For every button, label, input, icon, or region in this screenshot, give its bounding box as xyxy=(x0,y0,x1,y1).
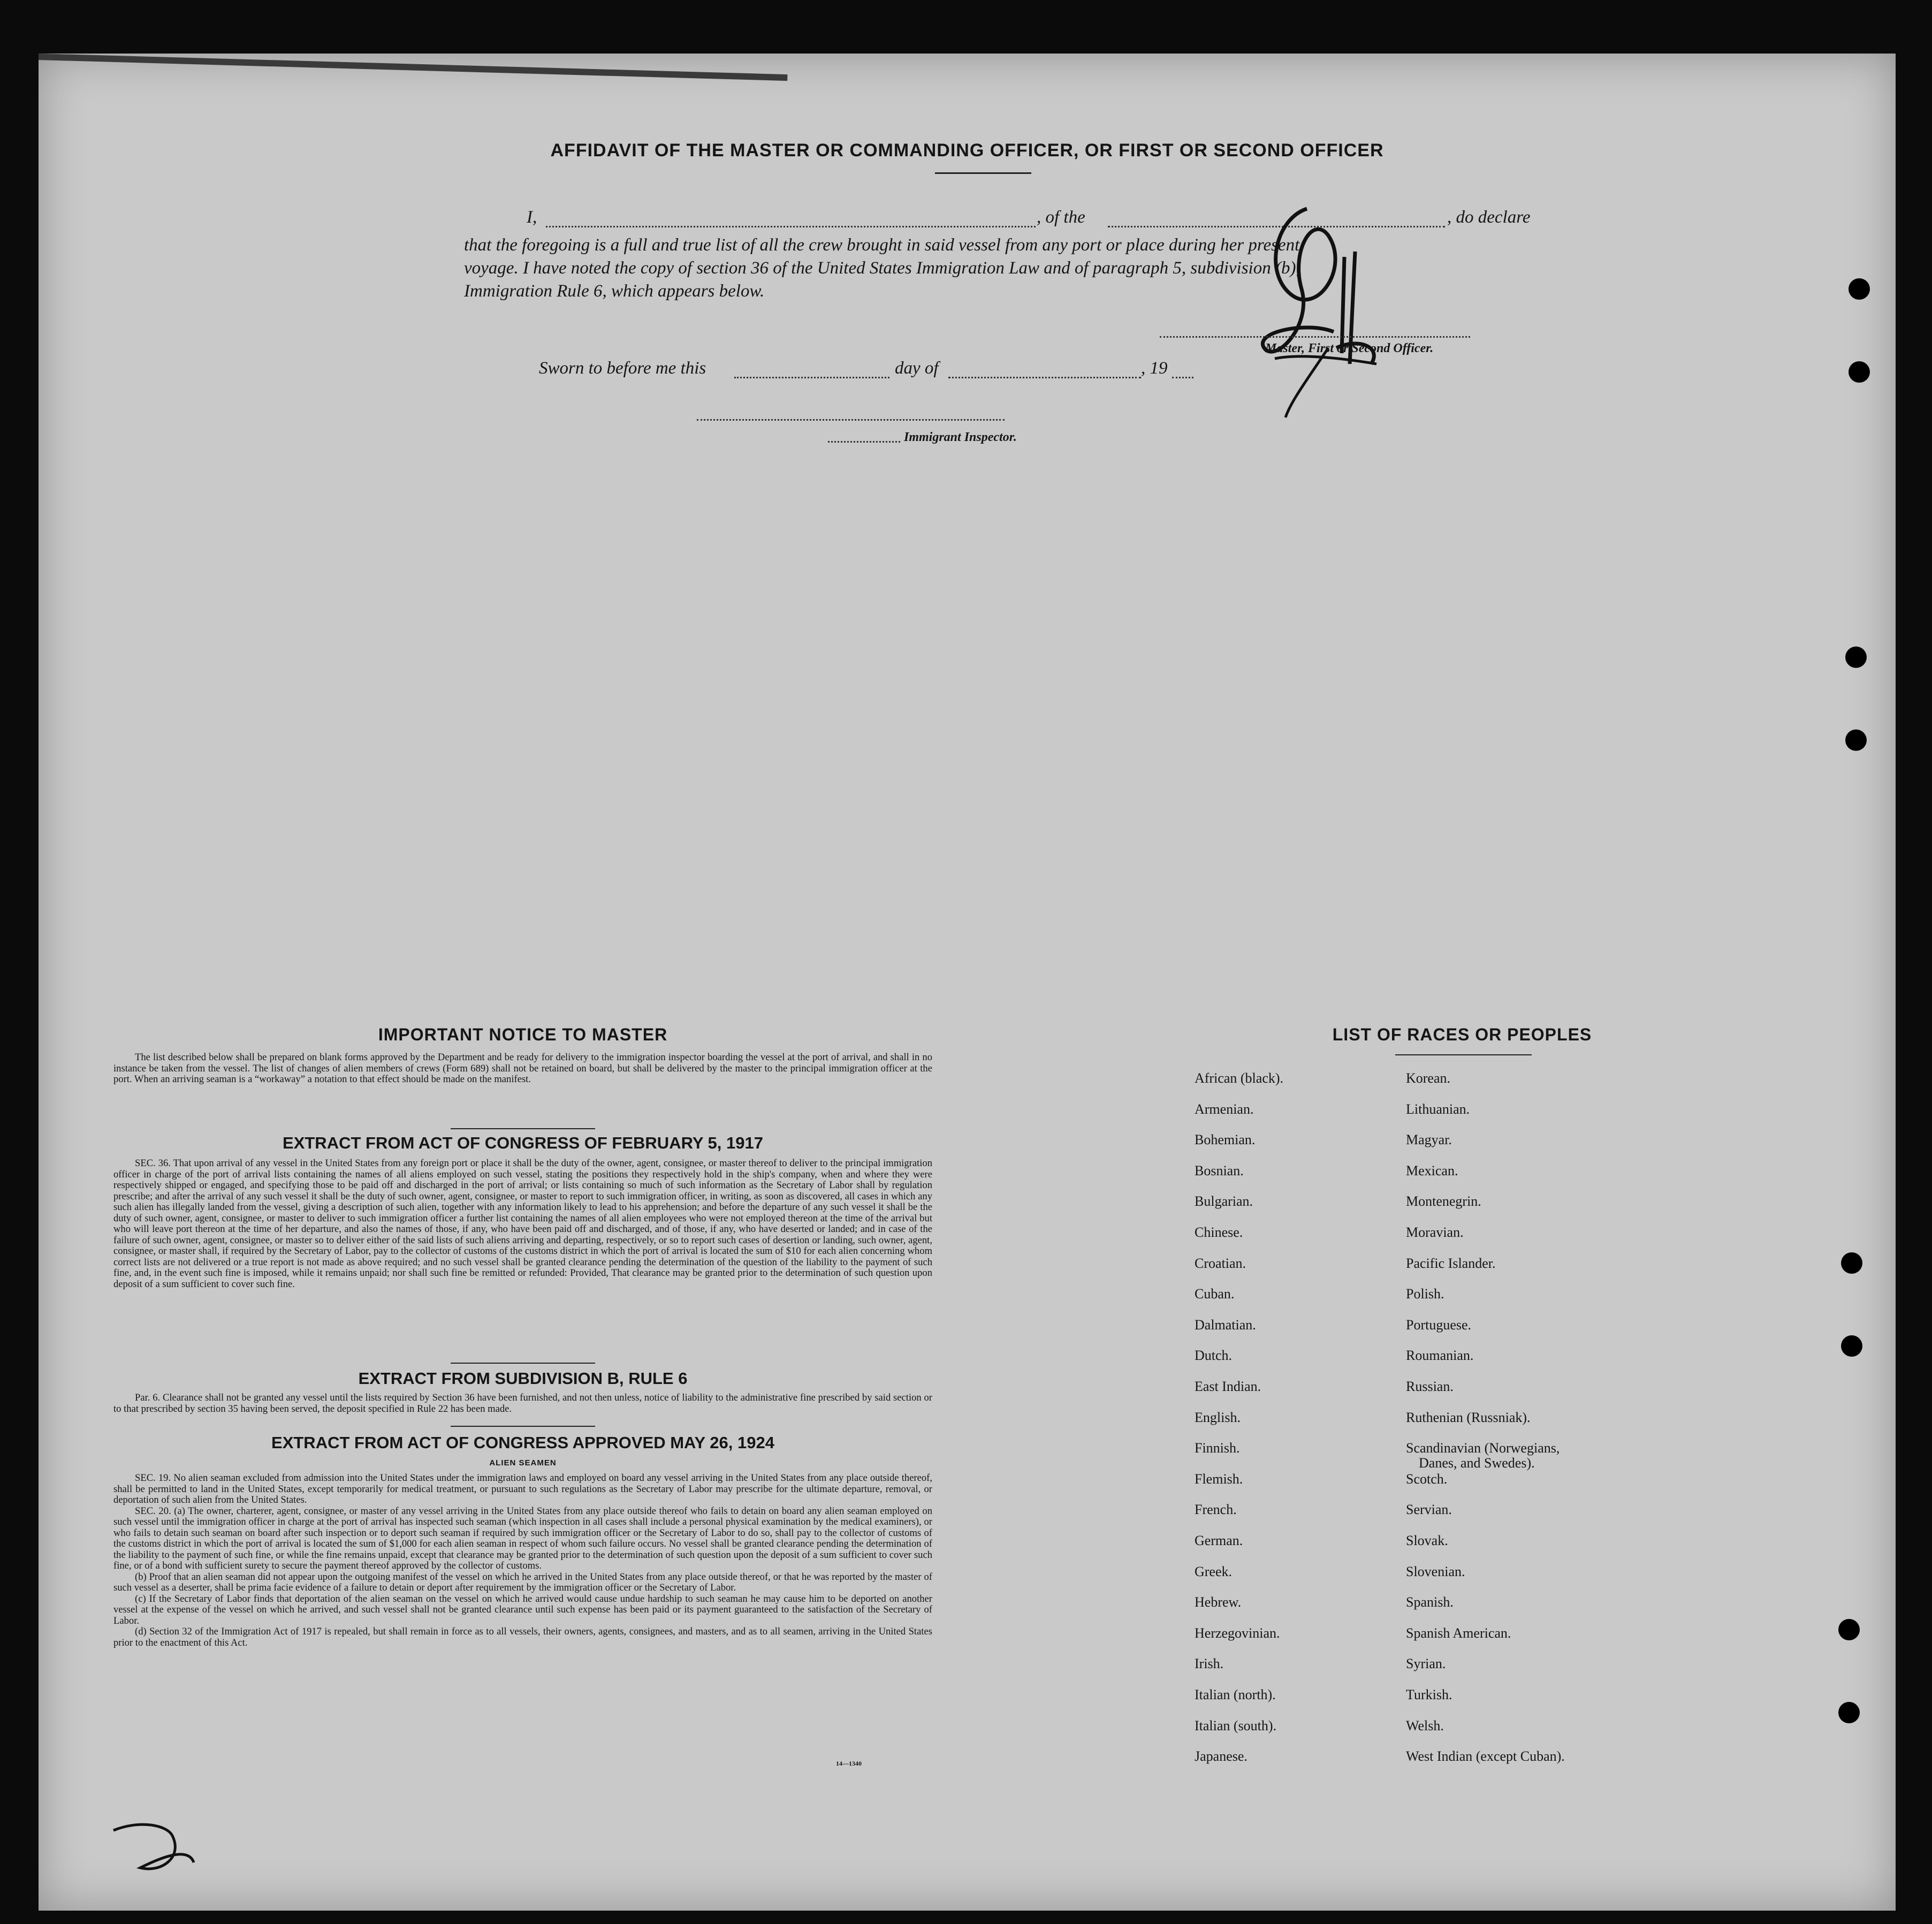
act-1924-title: EXTRACT FROM ACT OF CONGRESS APPROVED MAY 26, 1924 xyxy=(271,1433,774,1452)
race-item: German. xyxy=(1195,1533,1243,1548)
race-item: Roumanian. xyxy=(1406,1348,1474,1364)
inspector-label: Immigrant Inspector. xyxy=(904,430,1017,444)
officer-name-field[interactable] xyxy=(546,226,1036,227)
document-page xyxy=(39,54,1896,1911)
race-item: Greek. xyxy=(1195,1563,1233,1579)
race-item: Mexican. xyxy=(1406,1162,1458,1178)
act-1924-subtitle: ALIEN SEAMEN xyxy=(489,1458,557,1467)
race-item: Scotch. xyxy=(1406,1471,1448,1487)
race-item: Bosnian. xyxy=(1195,1162,1244,1178)
master-signature-line[interactable] xyxy=(1160,336,1470,338)
race-item: French. xyxy=(1195,1502,1237,1518)
race-item: English. xyxy=(1195,1409,1241,1425)
races-divider xyxy=(1395,1054,1532,1055)
section-20b: (b) Proof that an alien seaman did not appear upon the outgoing manifest of the vessel on which he arrived in the United States from any place outside thereof, or that he was reported by the master of such vessel as a deserter, shall be prima facie evidence of a failure to detain or deport after requirement by the immigration officer or the Secretary of Labor. xyxy=(113,1571,932,1593)
race-item: Portuguese. xyxy=(1406,1317,1472,1333)
race-item: Syrian. xyxy=(1406,1656,1446,1672)
margin-mark-icon xyxy=(108,1814,199,1879)
section-20a: SEC. 20. (a) The owner, charterer, agent, consignee, or master of any vessel arriving in the United States from any place outside thereof who fails to detain on board any alien seaman employed on such vessel until the immigration officer in charge at the port of arrival has inspected such seaman (which inspection in all cases shall include a personal physical examination by the medical examiners), or who fails to detain such seaman on board after such inspection or to deport such seaman if required by such immigration officer or the Secretary of Labor to do so, shall pay to the collector of customs of the customs district in which the port of arrival is located the sum of $1,000 for each alien seaman in respect of whom such failure occurs. No vessel shall be granted clearance pending the determination of the liability to the payment of such fine, or while the fine remains unpaid, except that clearance may be granted prior to the determination of such question upon the deposit of a sum sufficient to cover such fine, or of a bond with sufficient surety to secure the payment thereof approved by the collector of customs. xyxy=(113,1505,932,1571)
binder-hole xyxy=(1841,1252,1862,1274)
race-item: Dalmatian. xyxy=(1195,1317,1256,1333)
race-item: Magyar. xyxy=(1406,1132,1452,1148)
race-item: Montenegrin. xyxy=(1406,1193,1481,1210)
day-of-label: day of xyxy=(895,359,939,378)
binder-hole xyxy=(1838,1619,1860,1640)
divider xyxy=(451,1363,595,1364)
race-item: Servian. xyxy=(1406,1502,1452,1518)
race-item: Hebrew. xyxy=(1195,1594,1242,1610)
sworn-year-field[interactable] xyxy=(1172,377,1193,378)
race-item: Russian. xyxy=(1406,1379,1454,1394)
race-item: Slovenian. xyxy=(1406,1563,1465,1579)
title-divider xyxy=(935,172,1031,174)
binder-hole xyxy=(1845,647,1867,668)
race-item: Armenian. xyxy=(1195,1101,1254,1117)
race-item: Slovak. xyxy=(1406,1533,1448,1548)
race-item: African (black). xyxy=(1195,1070,1284,1086)
race-item: Lithuanian. xyxy=(1406,1101,1470,1117)
binder-hole xyxy=(1849,278,1870,300)
inspector-signature-line[interactable] xyxy=(697,419,1005,421)
divider xyxy=(451,1426,595,1427)
race-item: Italian (south). xyxy=(1195,1717,1277,1733)
binder-hole xyxy=(1838,1702,1860,1723)
race-item: Korean. xyxy=(1406,1070,1451,1086)
form-number: 14—1340 xyxy=(836,1760,862,1767)
race-item: Irish. xyxy=(1195,1656,1224,1672)
race-item: Bohemian. xyxy=(1195,1132,1256,1148)
affidavit-line-2: that the foregoing is a full and true list of all the crew brought in said vessel from any port or place during her present xyxy=(464,235,1300,255)
master-signature-label: Master, First or Second Officer. xyxy=(1265,341,1434,355)
race-item: Scandinavian (Norwegians, xyxy=(1406,1440,1560,1456)
section-20c: (c) If the Secretary of Labor finds that deportation of the alien seaman on the vessel on which he arrived would cause undue hardship to such seaman he may cause him to be deported on another vessel at the expense of the vessel on which he arrived, and such vessel shall not be granted clearance until such expense has been paid or its payment guaranteed to the satisfaction of the Secretary of Labor. xyxy=(113,1593,932,1626)
affidavit-line-4: Immigration Rule 6, which appears below. xyxy=(464,282,765,301)
affidavit-title: AFFIDAVIT OF THE MASTER OR COMMANDING OFFICER, OR FIRST OR SECOND OFFICER xyxy=(550,140,1384,161)
race-item: Finnish. xyxy=(1195,1440,1240,1456)
section-19: SEC. 19. No alien seaman excluded from admission into the United States under the immigration laws and employed on board any vessel arriving in the United States from any place outside thereof, shall be permitted to land in the United States, except temporarily for medical treatment, or pursuant to such regulations as the Secretary of Labor may prescribe for the ultimate departure, removal, or deportation of such alien from the United States. xyxy=(113,1472,932,1505)
notice-body: The list described below shall be prepared on blank forms approved by the Department and be ready for delivery to the immigration inspector boarding the vessel at the port of arrival, and shall in no instance be taken from the vessel. The list of changes of alien members of crews (Form 689) shall not be retained on board, but shall be delivered by the master to the principal immigration officer at the port. When an arriving seaman is a “workaway” a notation to that effect should be made on the manifest. xyxy=(113,1052,932,1085)
year-prefix: , 19 xyxy=(1141,359,1168,378)
affidavit-do-declare: , do declare xyxy=(1447,208,1531,227)
race-item: East Indian. xyxy=(1195,1379,1261,1394)
section-20d: (d) Section 32 of the Immigration Act of 1917 is repealed, but shall remain in force as to all vessels, their owners, agents, consignees, and masters, and as to all seamen, arriving in the United States prior to the enactment of this Act. xyxy=(113,1626,932,1648)
handwritten-signature-icon xyxy=(1243,187,1425,439)
binder-hole xyxy=(1849,361,1870,383)
races-title: LIST OF RACES OR PEOPLES xyxy=(1332,1025,1592,1044)
race-item: Japanese. xyxy=(1195,1748,1248,1765)
race-item: Dutch. xyxy=(1195,1348,1233,1364)
race-item: Italian (north). xyxy=(1195,1687,1276,1702)
race-item: West Indian (except Cuban). xyxy=(1406,1748,1565,1765)
notice-title: IMPORTANT NOTICE TO MASTER xyxy=(378,1025,668,1044)
act-1917-body: SEC. 36. That upon arrival of any vessel in the United States from any foreign port or place it shall be the duty of the owner, agent, consignee, or master thereof to deliver to the principal immigration officer in charge of the port of arrival lists containing the names of all aliens employed on such vessel, stating the positions they respectively hold in the ship's company, when and where they were respectively shipped or engaged, and specifying those to be paid off and discharged in the port of arrival; or lists containing so much of such information as the Secretary of Labor shall by regulation prescribe; and after the arrival of any such vessel it shall be the duty of such owner, agent, consignee, or master to report to such immigration officer, in writing, as soon as discovered, all cases in which any such alien has illegally landed from the vessel, giving a description of such alien, together with any information likely to lead to his apprehension; and before the departure of any such vessel it shall be the duty of such owner, agent, consignee, or master to deliver to such immigration officer a further list containing the names of all alien employees who were not employed thereon at the time of the arrival but who will leave port thereon at the time of her departure, and also the names of those, if any, who have been paid off and discharged, and of those, if any, who have deserted or landed; and in case of the failure of such owner, agent, consignee, or master so to deliver either of the said lists of such aliens arriving and departing, respectively, or so to report such cases of desertion or landing, such owner, agent, consignee, or master shall, if required by the Secretary of Labor, pay to the collector of customs of the customs district in which the port of arrival is located the sum of $10 for each alien concerning whom correct lists are not delivered or a true report is not made as above required; and no such vessel shall be granted clearance pending the determination of the question of the liability to the payment of such fine, and, in the event such fine is imposed, while it remains unpaid; nor shall such fine be remitted or refunded: Provided, That clearance may be granted prior to the determination of such question upon deposit of a sum sufficient to cover such fine. xyxy=(113,1158,932,1290)
divider xyxy=(451,1128,595,1129)
sworn-day-field[interactable] xyxy=(734,377,889,378)
rule-6-title: EXTRACT FROM SUBDIVISION B, RULE 6 xyxy=(358,1369,688,1388)
race-item: Spanish American. xyxy=(1406,1625,1511,1641)
inspector-name-field[interactable] xyxy=(828,441,900,443)
race-item: Turkish. xyxy=(1406,1687,1452,1702)
race-item: Moravian. xyxy=(1406,1225,1464,1240)
affidavit-i-label: I, xyxy=(527,208,537,227)
race-item: Chinese. xyxy=(1195,1225,1243,1240)
race-item: Spanish. xyxy=(1406,1594,1454,1610)
binder-hole xyxy=(1841,1335,1862,1357)
act-1924-body xyxy=(113,1473,932,1648)
act-1917-title: EXTRACT FROM ACT OF CONGRESS OF FEBRUARY 5, 1917 xyxy=(283,1134,763,1152)
race-item: Ruthenian (Russniak). xyxy=(1406,1409,1531,1425)
race-item: Flemish. xyxy=(1195,1471,1243,1487)
scan-edge xyxy=(39,54,787,81)
race-item: Bulgarian. xyxy=(1195,1193,1253,1210)
rule-6-body: Par. 6. Clearance shall not be granted any vessel until the lists required by Section 36 have been furnished, and not then unless, notice of liability to the administrative fine prescribed by said section or to that prescribed by section 35 having been served, the deposit specified in Rule 22 has been made. xyxy=(113,1392,932,1415)
race-item: Croatian. xyxy=(1195,1255,1246,1271)
race-item: Cuban. xyxy=(1195,1286,1235,1302)
sworn-label: Sworn to before me this xyxy=(539,359,706,378)
binder-hole xyxy=(1845,729,1867,751)
race-item: Welsh. xyxy=(1406,1717,1444,1733)
affidavit-line-3: voyage. I have noted the copy of section 36 of the United States Immigration Law and of paragraph 5, subdivision (b), xyxy=(464,258,1300,278)
race-item: Herzegovinian. xyxy=(1195,1625,1280,1641)
affidavit-of-the: , of the xyxy=(1037,208,1085,227)
race-item: Danes, and Swedes). xyxy=(1419,1455,1535,1471)
race-item: Polish. xyxy=(1406,1286,1444,1302)
race-item: Pacific Islander. xyxy=(1406,1255,1496,1271)
sworn-month-field[interactable] xyxy=(948,377,1141,378)
